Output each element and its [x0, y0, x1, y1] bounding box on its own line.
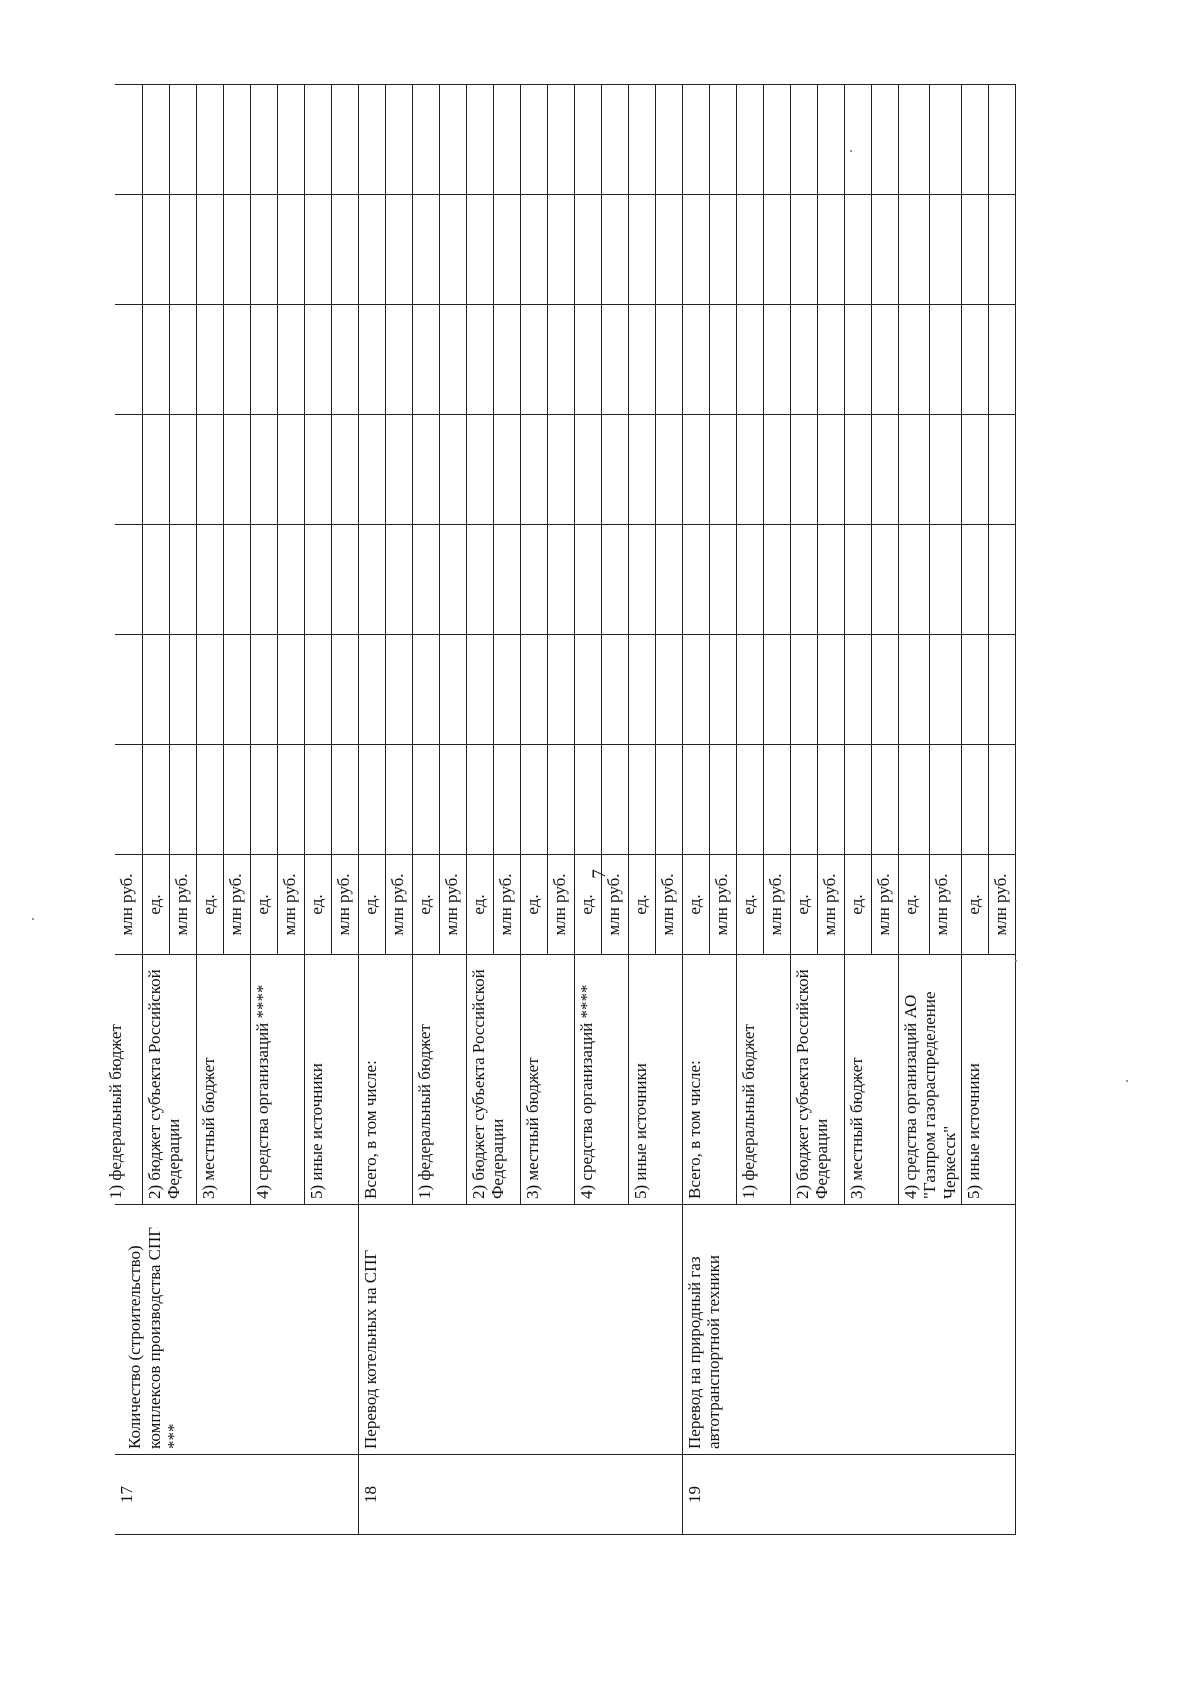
value-cell: [930, 305, 962, 415]
value-cell: [277, 635, 304, 745]
rotated-table-frame: [106, 185, 1011, 1535]
row-number: 17: [115, 1455, 358, 1535]
unit-cell: ед.: [962, 855, 989, 955]
value-cell: [412, 525, 439, 635]
value-cell: [250, 195, 277, 305]
value-cell: [628, 305, 655, 415]
value-cell: [898, 305, 930, 415]
value-cell: [763, 85, 790, 195]
value-cell: [709, 415, 736, 525]
value-cell: [898, 195, 930, 305]
value-cell: [817, 415, 844, 525]
unit-cell: ед.: [736, 855, 763, 955]
unit-cell: млн руб.: [655, 855, 682, 955]
value-cell: [223, 85, 250, 195]
value-cell: [385, 525, 412, 635]
value-cell: [277, 305, 304, 415]
indicator-name: Перевод на природный газ автотранспортной техники: [682, 1205, 1016, 1455]
value-cell: [817, 85, 844, 195]
value-cell: [736, 415, 763, 525]
value-cell: [930, 525, 962, 635]
unit-cell: ед.: [682, 855, 709, 955]
value-cell: [628, 195, 655, 305]
value-cell: [962, 415, 989, 525]
value-cell: [989, 195, 1016, 305]
value-cell: [790, 745, 817, 855]
funding-source: Всего, в том числе:: [358, 955, 412, 1205]
value-cell: [871, 195, 898, 305]
value-cell: [763, 195, 790, 305]
value-cell: [304, 305, 331, 415]
value-cell: [790, 195, 817, 305]
value-cell: [277, 85, 304, 195]
value-cell: [142, 305, 169, 415]
value-cell: [601, 415, 628, 525]
value-cell: [709, 85, 736, 195]
value-cell: [547, 195, 574, 305]
value-cell: [439, 525, 466, 635]
value-cell: [736, 195, 763, 305]
value-cell: [520, 745, 547, 855]
funding-source: 3) местный бюджет: [196, 955, 250, 1205]
value-cell: [736, 745, 763, 855]
value-cell: [466, 635, 493, 745]
value-cell: [682, 525, 709, 635]
value-cell: [385, 635, 412, 745]
value-cell: [277, 745, 304, 855]
value-cell: [412, 195, 439, 305]
value-cell: [930, 415, 962, 525]
value-cell: [844, 305, 871, 415]
funding-source: 3) местный бюджет: [520, 955, 574, 1205]
unit-cell: млн руб.: [547, 855, 574, 955]
unit-cell: ед.: [520, 855, 547, 955]
value-cell: [169, 85, 196, 195]
table-row: [682, 85, 709, 1535]
value-cell: [439, 85, 466, 195]
value-cell: [331, 525, 358, 635]
value-cell: [358, 635, 385, 745]
value-cell: [439, 745, 466, 855]
value-cell: [817, 195, 844, 305]
value-cell: [989, 85, 1016, 195]
value-cell: [574, 85, 601, 195]
value-cell: [871, 85, 898, 195]
scan-speck: [850, 150, 852, 152]
value-cell: [574, 305, 601, 415]
value-cell: [115, 635, 142, 745]
funding-source: 4) средства организаций АО "Газпром газораспределение Черкесск": [898, 955, 962, 1205]
value-cell: [871, 525, 898, 635]
value-cell: [601, 85, 628, 195]
value-cell: [790, 305, 817, 415]
funding-source: 2) бюджет субъекта Российской Федерации: [142, 955, 196, 1205]
value-cell: [196, 415, 223, 525]
unit-cell: ед.: [412, 855, 439, 955]
value-cell: [223, 745, 250, 855]
value-cell: [331, 195, 358, 305]
value-cell: [655, 745, 682, 855]
value-cell: [223, 525, 250, 635]
value-cell: [763, 635, 790, 745]
value-cell: [358, 525, 385, 635]
value-cell: [412, 635, 439, 745]
unit-cell: ед.: [790, 855, 817, 955]
value-cell: [844, 195, 871, 305]
value-cell: [520, 195, 547, 305]
value-cell: [844, 745, 871, 855]
value-cell: [250, 525, 277, 635]
value-cell: [196, 635, 223, 745]
value-cell: [962, 85, 989, 195]
value-cell: [466, 305, 493, 415]
value-cell: [736, 635, 763, 745]
value-cell: [871, 635, 898, 745]
value-cell: [763, 305, 790, 415]
value-cell: [466, 195, 493, 305]
value-cell: [682, 415, 709, 525]
value-cell: [358, 305, 385, 415]
value-cell: [331, 85, 358, 195]
unit-cell: млн руб.: [601, 855, 628, 955]
value-cell: [412, 415, 439, 525]
unit-cell: млн руб.: [277, 855, 304, 955]
value-cell: [466, 85, 493, 195]
value-cell: [655, 635, 682, 745]
value-cell: [547, 415, 574, 525]
value-cell: [709, 745, 736, 855]
value-cell: [439, 305, 466, 415]
value-cell: [169, 305, 196, 415]
unit-cell: млн руб.: [871, 855, 898, 955]
unit-cell: млн руб.: [989, 855, 1016, 955]
value-cell: [763, 525, 790, 635]
table-row: [115, 85, 142, 1535]
value-cell: [682, 85, 709, 195]
value-cell: [989, 745, 1016, 855]
value-cell: [736, 85, 763, 195]
unit-cell: млн руб.: [930, 855, 962, 955]
scan-speck: [32, 918, 34, 920]
value-cell: [709, 305, 736, 415]
value-cell: [930, 745, 962, 855]
value-cell: [962, 745, 989, 855]
value-cell: [547, 745, 574, 855]
value-cell: [682, 305, 709, 415]
value-cell: [223, 195, 250, 305]
unit-cell: ед.: [844, 855, 871, 955]
value-cell: [250, 305, 277, 415]
value-cell: [277, 195, 304, 305]
value-cell: [709, 635, 736, 745]
value-cell: [169, 415, 196, 525]
unit-cell: млн руб.: [223, 855, 250, 955]
funding-table: [106, 84, 1016, 1535]
value-cell: [115, 745, 142, 855]
funding-source: 2) бюджет субъекта Российской Федерации: [790, 955, 844, 1205]
funding-source: 3) местный бюджет: [844, 955, 898, 1205]
unit-cell: ед.: [304, 855, 331, 955]
value-cell: [493, 745, 520, 855]
value-cell: [115, 195, 142, 305]
value-cell: [358, 745, 385, 855]
value-cell: [601, 635, 628, 745]
value-cell: [385, 85, 412, 195]
value-cell: [169, 195, 196, 305]
value-cell: [871, 745, 898, 855]
value-cell: [709, 195, 736, 305]
value-cell: [142, 85, 169, 195]
value-cell: [304, 525, 331, 635]
value-cell: [466, 525, 493, 635]
value-cell: [898, 85, 930, 195]
value-cell: [142, 195, 169, 305]
value-cell: [898, 635, 930, 745]
value-cell: [466, 415, 493, 525]
value-cell: [493, 525, 520, 635]
funding-source: Всего, в том числе:: [682, 955, 736, 1205]
value-cell: [547, 305, 574, 415]
funding-source: 4) средства организаций ****: [250, 955, 304, 1205]
unit-cell: млн руб.: [439, 855, 466, 955]
value-cell: [412, 305, 439, 415]
unit-cell: млн руб.: [385, 855, 412, 955]
value-cell: [655, 85, 682, 195]
value-cell: [962, 635, 989, 745]
value-cell: [898, 745, 930, 855]
value-cell: [196, 305, 223, 415]
value-cell: [115, 305, 142, 415]
value-cell: [601, 525, 628, 635]
value-cell: [655, 415, 682, 525]
value-cell: [466, 745, 493, 855]
value-cell: [817, 745, 844, 855]
value-cell: [962, 305, 989, 415]
funding-source: 5) иные источники: [304, 955, 358, 1205]
value-cell: [844, 415, 871, 525]
value-cell: [989, 635, 1016, 745]
funding-source-cell: [106, 955, 142, 1205]
value-cell: [331, 415, 358, 525]
value-cell: [439, 415, 466, 525]
value-cell: [844, 525, 871, 635]
value-cell: [962, 525, 989, 635]
value-cell: [601, 195, 628, 305]
funding-source: 5) иные источники: [628, 955, 682, 1205]
funding-source: 1) федеральный бюджет: [412, 955, 466, 1205]
value-cell: [304, 415, 331, 525]
value-cell: [385, 745, 412, 855]
value-cell: [763, 415, 790, 525]
value-cell: [962, 195, 989, 305]
value-cell: [115, 525, 142, 635]
value-cell: [493, 195, 520, 305]
unit-cell: млн руб.: [169, 855, 196, 955]
value-cell: [358, 415, 385, 525]
value-cell: [277, 525, 304, 635]
unit-cell: ед.: [142, 855, 169, 955]
value-cell: [871, 305, 898, 415]
value-cell: [196, 85, 223, 195]
value-cell: [196, 745, 223, 855]
value-cell: [547, 635, 574, 745]
value-cell: [871, 415, 898, 525]
value-cell: [223, 415, 250, 525]
unit-cell: млн руб.: [763, 855, 790, 955]
value-cell: [628, 85, 655, 195]
row-number: 18: [358, 1455, 682, 1535]
value-cell: [385, 195, 412, 305]
value-cell: [304, 85, 331, 195]
value-cell: [304, 635, 331, 745]
value-cell: [520, 525, 547, 635]
value-cell: [385, 415, 412, 525]
value-cell: [817, 635, 844, 745]
indicator-name: Перевод котельных на СПГ: [358, 1205, 682, 1455]
value-cell: [250, 415, 277, 525]
value-cell: [169, 525, 196, 635]
value-cell: [142, 525, 169, 635]
value-cell: [898, 525, 930, 635]
value-cell: [930, 85, 962, 195]
funding-source: 4) средства организаций ****: [574, 955, 628, 1205]
value-cell: [844, 85, 871, 195]
value-cell: [989, 525, 1016, 635]
value-cell: [520, 305, 547, 415]
value-cell: [574, 745, 601, 855]
value-cell: [763, 745, 790, 855]
value-cell: [628, 415, 655, 525]
scan-speck: [1126, 1080, 1128, 1082]
value-cell: [736, 525, 763, 635]
value-cell: [142, 745, 169, 855]
value-cell: [574, 635, 601, 745]
value-cell: [790, 635, 817, 745]
value-cell: [412, 745, 439, 855]
unit-cell: млн руб.: [115, 855, 142, 955]
value-cell: [655, 525, 682, 635]
value-cell: [412, 85, 439, 195]
value-cell: [930, 635, 962, 745]
value-cell: [169, 635, 196, 745]
value-cell: [439, 635, 466, 745]
unit-cell: ед.: [574, 855, 601, 955]
value-cell: [331, 305, 358, 415]
value-cell: [736, 305, 763, 415]
value-cell: [628, 525, 655, 635]
value-cell: [115, 415, 142, 525]
unit-cell: ед.: [250, 855, 277, 955]
value-cell: [358, 195, 385, 305]
value-cell: [520, 415, 547, 525]
value-cell: [358, 85, 385, 195]
unit-cell: млн руб.: [331, 855, 358, 955]
value-cell: [930, 195, 962, 305]
value-cell: [709, 525, 736, 635]
value-cell: [277, 415, 304, 525]
value-cell: [439, 195, 466, 305]
value-cell: [817, 525, 844, 635]
unit-cell: ед.: [358, 855, 385, 955]
value-cell: [493, 305, 520, 415]
value-cell: [790, 525, 817, 635]
value-cell: [989, 305, 1016, 415]
value-cell: [817, 305, 844, 415]
value-cell: [250, 85, 277, 195]
value-cell: [196, 525, 223, 635]
value-cell: [250, 745, 277, 855]
funding-source: 5) иные источники: [962, 955, 1016, 1205]
unit-cell: млн руб.: [709, 855, 736, 955]
funding-source: 1) федеральный бюджет: [736, 955, 790, 1205]
value-cell: [493, 85, 520, 195]
value-cell: [223, 305, 250, 415]
value-cell: [574, 525, 601, 635]
value-cell: [115, 85, 142, 195]
value-cell: [601, 745, 628, 855]
value-cell: [601, 305, 628, 415]
value-cell: [989, 415, 1016, 525]
value-cell: [493, 635, 520, 745]
unit-cell: млн руб.: [493, 855, 520, 955]
value-cell: [682, 745, 709, 855]
value-cell: [574, 195, 601, 305]
scan-speck: [1015, 960, 1017, 962]
value-cell: [790, 415, 817, 525]
value-cell: [169, 745, 196, 855]
funding-source-partial-text: 1) федеральный бюджет: [106, 1024, 125, 1199]
value-cell: [628, 635, 655, 745]
value-cell: [520, 635, 547, 745]
value-cell: [250, 635, 277, 745]
value-cell: [520, 85, 547, 195]
value-cell: [493, 415, 520, 525]
value-cell: [142, 415, 169, 525]
value-cell: [385, 305, 412, 415]
indicator-name: Количество (строительство) комплексов производства СПГ ***: [115, 1205, 358, 1455]
unit-cell: млн руб.: [817, 855, 844, 955]
table-row: [358, 85, 385, 1535]
unit-cell: ед.: [196, 855, 223, 955]
unit-cell: ед.: [628, 855, 655, 955]
value-cell: [547, 525, 574, 635]
value-cell: [682, 635, 709, 745]
unit-cell: ед.: [898, 855, 930, 955]
page-number: 7: [589, 869, 610, 879]
value-cell: [682, 195, 709, 305]
funding-source-partial: [106, 960, 125, 1199]
value-cell: [223, 635, 250, 745]
funding-source: 2) бюджет субъекта Российской Федерации: [466, 955, 520, 1205]
value-cell: [844, 635, 871, 745]
value-cell: [898, 415, 930, 525]
value-cell: [331, 745, 358, 855]
unit-cell: ед.: [466, 855, 493, 955]
value-cell: [574, 415, 601, 525]
value-cell: [655, 195, 682, 305]
value-cell: [142, 635, 169, 745]
value-cell: [628, 745, 655, 855]
value-cell: [790, 85, 817, 195]
value-cell: [547, 85, 574, 195]
value-cell: [331, 635, 358, 745]
value-cell: [655, 305, 682, 415]
value-cell: [304, 745, 331, 855]
value-cell: [196, 195, 223, 305]
value-cell: [304, 195, 331, 305]
row-number: 19: [682, 1455, 1016, 1535]
